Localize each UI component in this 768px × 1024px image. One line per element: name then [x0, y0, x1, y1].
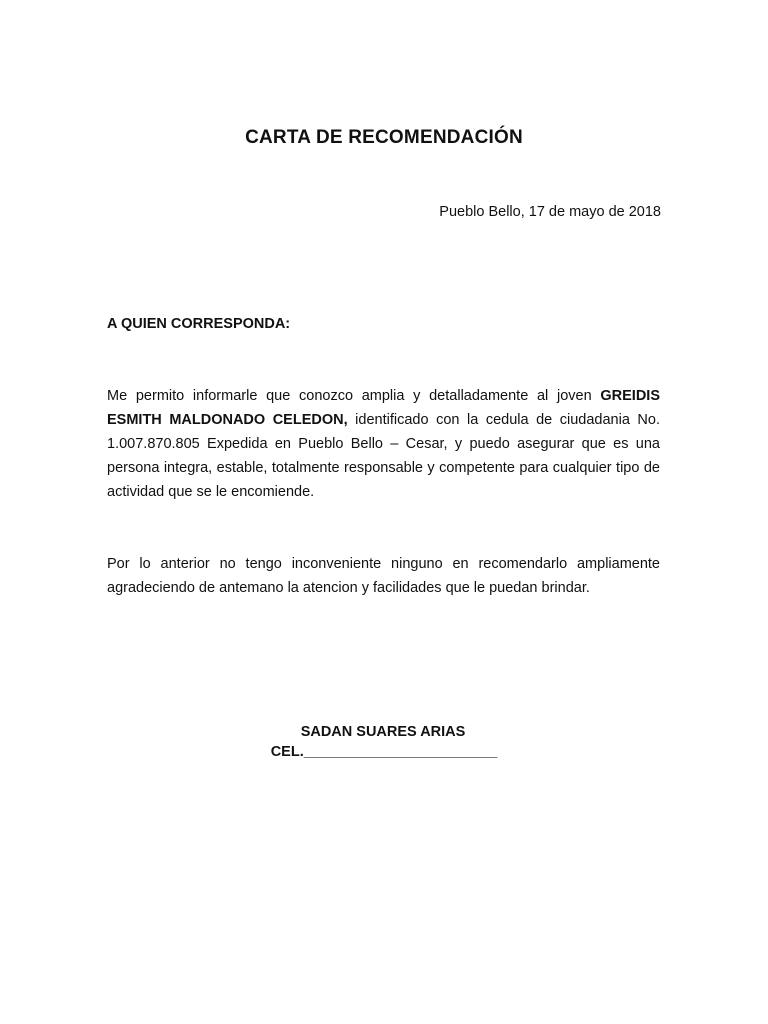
- phone-line: CEL.________________________: [270, 744, 498, 760]
- paragraph-1-rest: identificado con la cedula de ciudadania No. 1.007.870.805 Expedida en Pueblo Bello – Cesar, y puedo asegurar que es una persona integra, estable, totalmente responsable y competente para cualquier tipo de actividad que se le encomiende.: [107, 412, 660, 500]
- salutation: A QUIEN CORRESPONDA:: [107, 316, 291, 332]
- recommended-person-name: GREIDIS ESMITH MALDONADO CELEDON,: [107, 388, 660, 428]
- letter-title: CARTA DE RECOMENDACIÓN: [245, 127, 523, 148]
- body-paragraph-1: [107, 384, 660, 504]
- body-paragraph-2: Por lo anterior no tengo inconveniente ninguno en recomendarlo ampliamente agradeciendo de antemano la atencion y facilidades que le puedan brindar.: [107, 556, 660, 596]
- paragraph-1-intro: Me permito informarle que conozco amplia y detalladamente al joven: [107, 388, 601, 404]
- signer-name: SADAN SUARES ARIAS: [300, 724, 466, 740]
- signature-block: [0, 724, 768, 760]
- date-line: Pueblo Bello, 17 de mayo de 2018: [439, 204, 661, 220]
